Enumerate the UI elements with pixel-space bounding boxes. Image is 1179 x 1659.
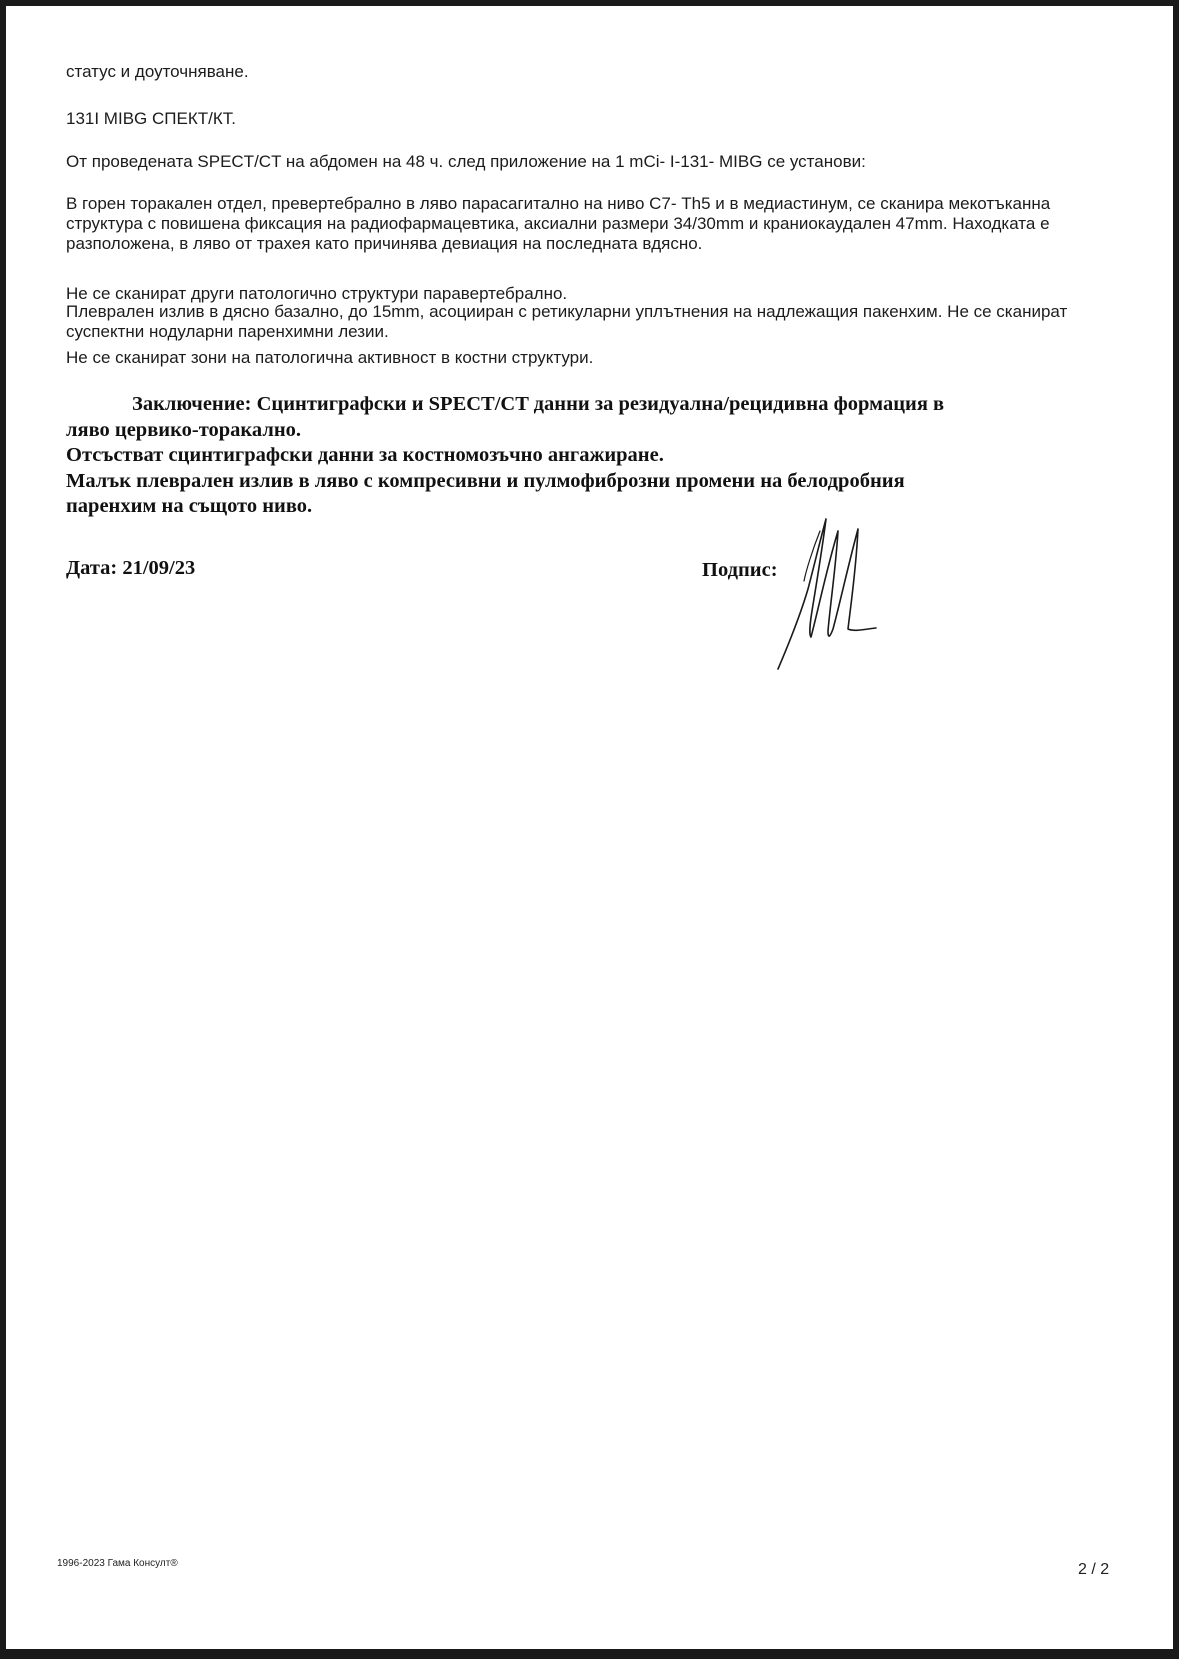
page-number: 2 / 2: [1078, 1561, 1110, 1578]
finding-paragraph-4: Не се сканират зони на патологична активност в костни структури.: [66, 348, 594, 367]
finding-paragraph-2: Не се сканират други патологично структури паравертебрално.: [66, 284, 568, 303]
conclusion-line-2: ляво цервико-торакално.: [66, 418, 302, 441]
handwritten-signature-icon: [776, 511, 886, 671]
conclusion-block: [66, 392, 1126, 520]
signature-label: Подпис:: [702, 559, 778, 581]
finding-paragraph-3: Плеврален излив в дясно базално, до 15mm, асоцииран с ретикуларни уплътнения на надлежащия пакенхим. Не се сканират суспектни нодуларни паренхимни лезии.: [66, 302, 1068, 341]
status-line: статус и доуточняване.: [66, 62, 249, 81]
conclusion-line-3: Отсъстват сцинтиграфски данни за костномозъчно ангажиране.: [66, 444, 664, 466]
footer-copyright: 1996-2023 Гама Консулт®: [57, 1558, 178, 1569]
date-label: Дата: 21/09/23: [66, 557, 196, 579]
conclusion-line-5: паренхим на същото ниво.: [66, 495, 313, 517]
conclusion-line-1: Заключение: Сцинтиграфски и SPECT/CT данни за резидуална/рецидивна формация в: [132, 393, 945, 415]
exam-heading: 131I MIBG СПЕКТ/КТ.: [66, 109, 236, 128]
document-page: [6, 6, 1173, 1649]
conclusion-line-4: Малък плеврален излив в ляво с компресивни и пулмофиброзни промени на белодробния: [66, 469, 905, 492]
exam-intro: От проведената SPECT/CT на абдомен на 48 ч. след приложение на 1 mCi- I-131- MIBG се установи:: [66, 152, 866, 171]
finding-paragraph-1: В горен торакален отдел, превертебрално в ляво парасагитално на ниво С7- Th5 и в медиастинум, се сканира мекотъканна структура с повишена фиксация на радиофармацевтика, аксиални размери 34/30mm и краниокаудален 47mm. Находката е разположена, в ляво от трахея като причинява девиация на последната вдясно.: [66, 194, 1051, 253]
